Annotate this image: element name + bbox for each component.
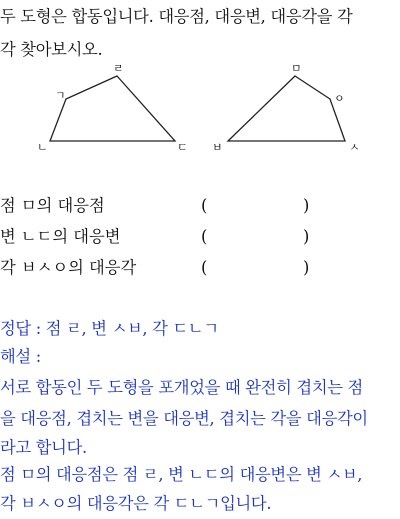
label-bieup: ㅂ <box>212 141 223 154</box>
congruent-figures <box>0 60 400 160</box>
label-giyeok: ㄱ <box>55 89 66 102</box>
explanation-heading: 해설 : <box>0 347 41 366</box>
blank-label: 각 ㅂㅅㅇ의 대응각 <box>0 258 137 277</box>
label-ieung: ㅇ <box>334 92 345 105</box>
label-siot: ㅅ <box>349 141 360 154</box>
blank-label: 점 ㅁ의 대응점 <box>0 196 105 215</box>
figures-svg <box>0 60 400 160</box>
blank-row <box>0 194 400 218</box>
question-line-1: 두 도형은 합동입니다. 대응점, 대응변, 대응각을 각 <box>0 7 353 26</box>
answer-blank-open: ( <box>201 227 208 246</box>
explanation-line: 을 대응점, 겹치는 변을 대응변, 겹치는 각을 대응각이 <box>0 409 368 428</box>
answer-blank-close: ) <box>303 196 310 215</box>
label-nieun: ㄴ <box>37 141 48 154</box>
explanation-line: 각 ㅂㅅㅇ의 대응각은 각 ㄷㄴㄱ입니다. <box>0 494 272 513</box>
answer-blank-close: ) <box>303 258 310 277</box>
question-line-2: 각 찾아보시오. <box>0 40 103 59</box>
question-text <box>0 0 400 66</box>
answer-blank-open: ( <box>201 258 208 277</box>
blank-label: 변 ㄴㄷ의 대응변 <box>0 227 121 246</box>
blank-row <box>0 225 400 249</box>
explanation-line: 서로 합동인 두 도형을 포개었을 때 완전히 겹치는 점 <box>0 378 363 397</box>
answer-blank-close: ) <box>303 227 310 246</box>
explanation-line: 점 ㅁ의 대응점은 점 ㄹ, 변 ㄴㄷ의 대응변은 변 ㅅㅂ, <box>0 465 363 484</box>
right-quadrilateral <box>228 76 345 141</box>
explanation-line: 라고 합니다. <box>0 438 87 457</box>
label-mieum: ㅁ <box>291 62 302 75</box>
label-digeut: ㄷ <box>177 141 188 154</box>
left-quadrilateral <box>50 76 175 141</box>
blank-row <box>0 256 400 280</box>
label-rieul: ㄹ <box>113 62 124 75</box>
answer-blank-open: ( <box>201 196 208 215</box>
answer-line: 정답 : 점 ㄹ, 변 ㅅㅂ, 각 ㄷㄴㄱ <box>0 319 219 338</box>
